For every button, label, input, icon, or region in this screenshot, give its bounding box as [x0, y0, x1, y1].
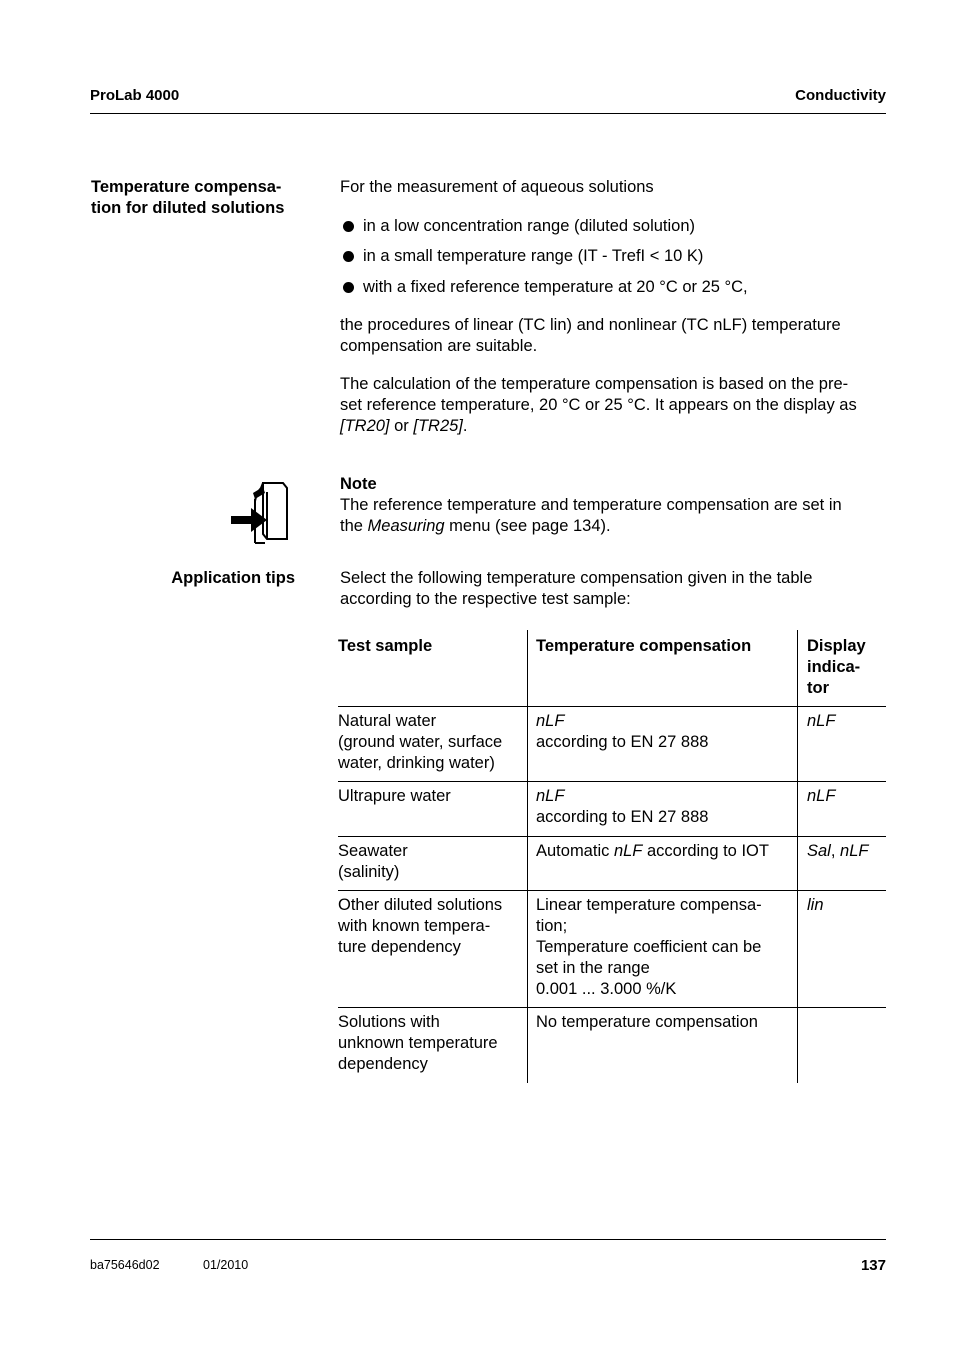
- table-row: Solutions with unknown temperature dependency No temperature compensation: [338, 1008, 886, 1084]
- footer-doc-number: ba75646d02: [90, 1258, 160, 1272]
- section-heading-application-tips: Application tips: [171, 569, 295, 587]
- manual-book-arrow-icon: [229, 479, 291, 545]
- table-row: Ultrapure water nLF according to EN 27 888 nLF: [338, 782, 886, 837]
- compensation-table: [338, 630, 886, 1083]
- note-block: Note The reference temperature and temperature compensation are set in the Measuring menu (see page 134).: [340, 474, 888, 537]
- column-header-sample: Test sample: [338, 637, 433, 655]
- table-row: Other diluted solutions with known tempera- ture dependency Linear temperature compensa- tion; Temperature coefficient can be set in the range 0.001 ... 3.000 %/K lin: [338, 891, 886, 1008]
- bullet-icon: [343, 251, 354, 262]
- section-heading-temp-comp: Temperature compensa- tion for diluted solutions: [91, 178, 285, 217]
- table-row: Natural water (ground water, surface water, drinking water) nLF according to EN 27 888 nLF: [338, 707, 886, 782]
- table-header-row: [338, 630, 886, 707]
- application-tips-paragraph: Select the following temperature compensation given in the table according to the respective test sample:: [340, 569, 813, 608]
- footer-rule: [90, 1239, 886, 1240]
- calculation-paragraph: The calculation of the temperature compensation is based on the pre- set reference temperature, 20 °C or 25 °C. It appears on the display as [TR20] or [TR25].: [340, 375, 857, 435]
- procedures-paragraph: the procedures of linear (TC lin) and nonlinear (TC nLF) temperature compensation are suitable.: [340, 316, 841, 355]
- note-title: Note: [340, 475, 377, 493]
- intro-text: For the measurement of aqueous solutions: [340, 178, 654, 196]
- column-header-compensation: Temperature compensation: [528, 630, 798, 707]
- header-rule: [90, 113, 886, 114]
- footer-date: 01/2010: [203, 1258, 249, 1272]
- bullet-icon: [343, 282, 354, 293]
- column-header-display: Display indica- tor: [798, 630, 887, 707]
- table-row: Seawater (salinity) Automatic nLF according to IOT Sal, nLF: [338, 837, 886, 891]
- page-number: 137: [860, 1257, 886, 1274]
- bullet-icon: [343, 221, 354, 232]
- header-product: ProLab 4000: [90, 87, 180, 104]
- header-chapter: Conductivity: [795, 87, 886, 104]
